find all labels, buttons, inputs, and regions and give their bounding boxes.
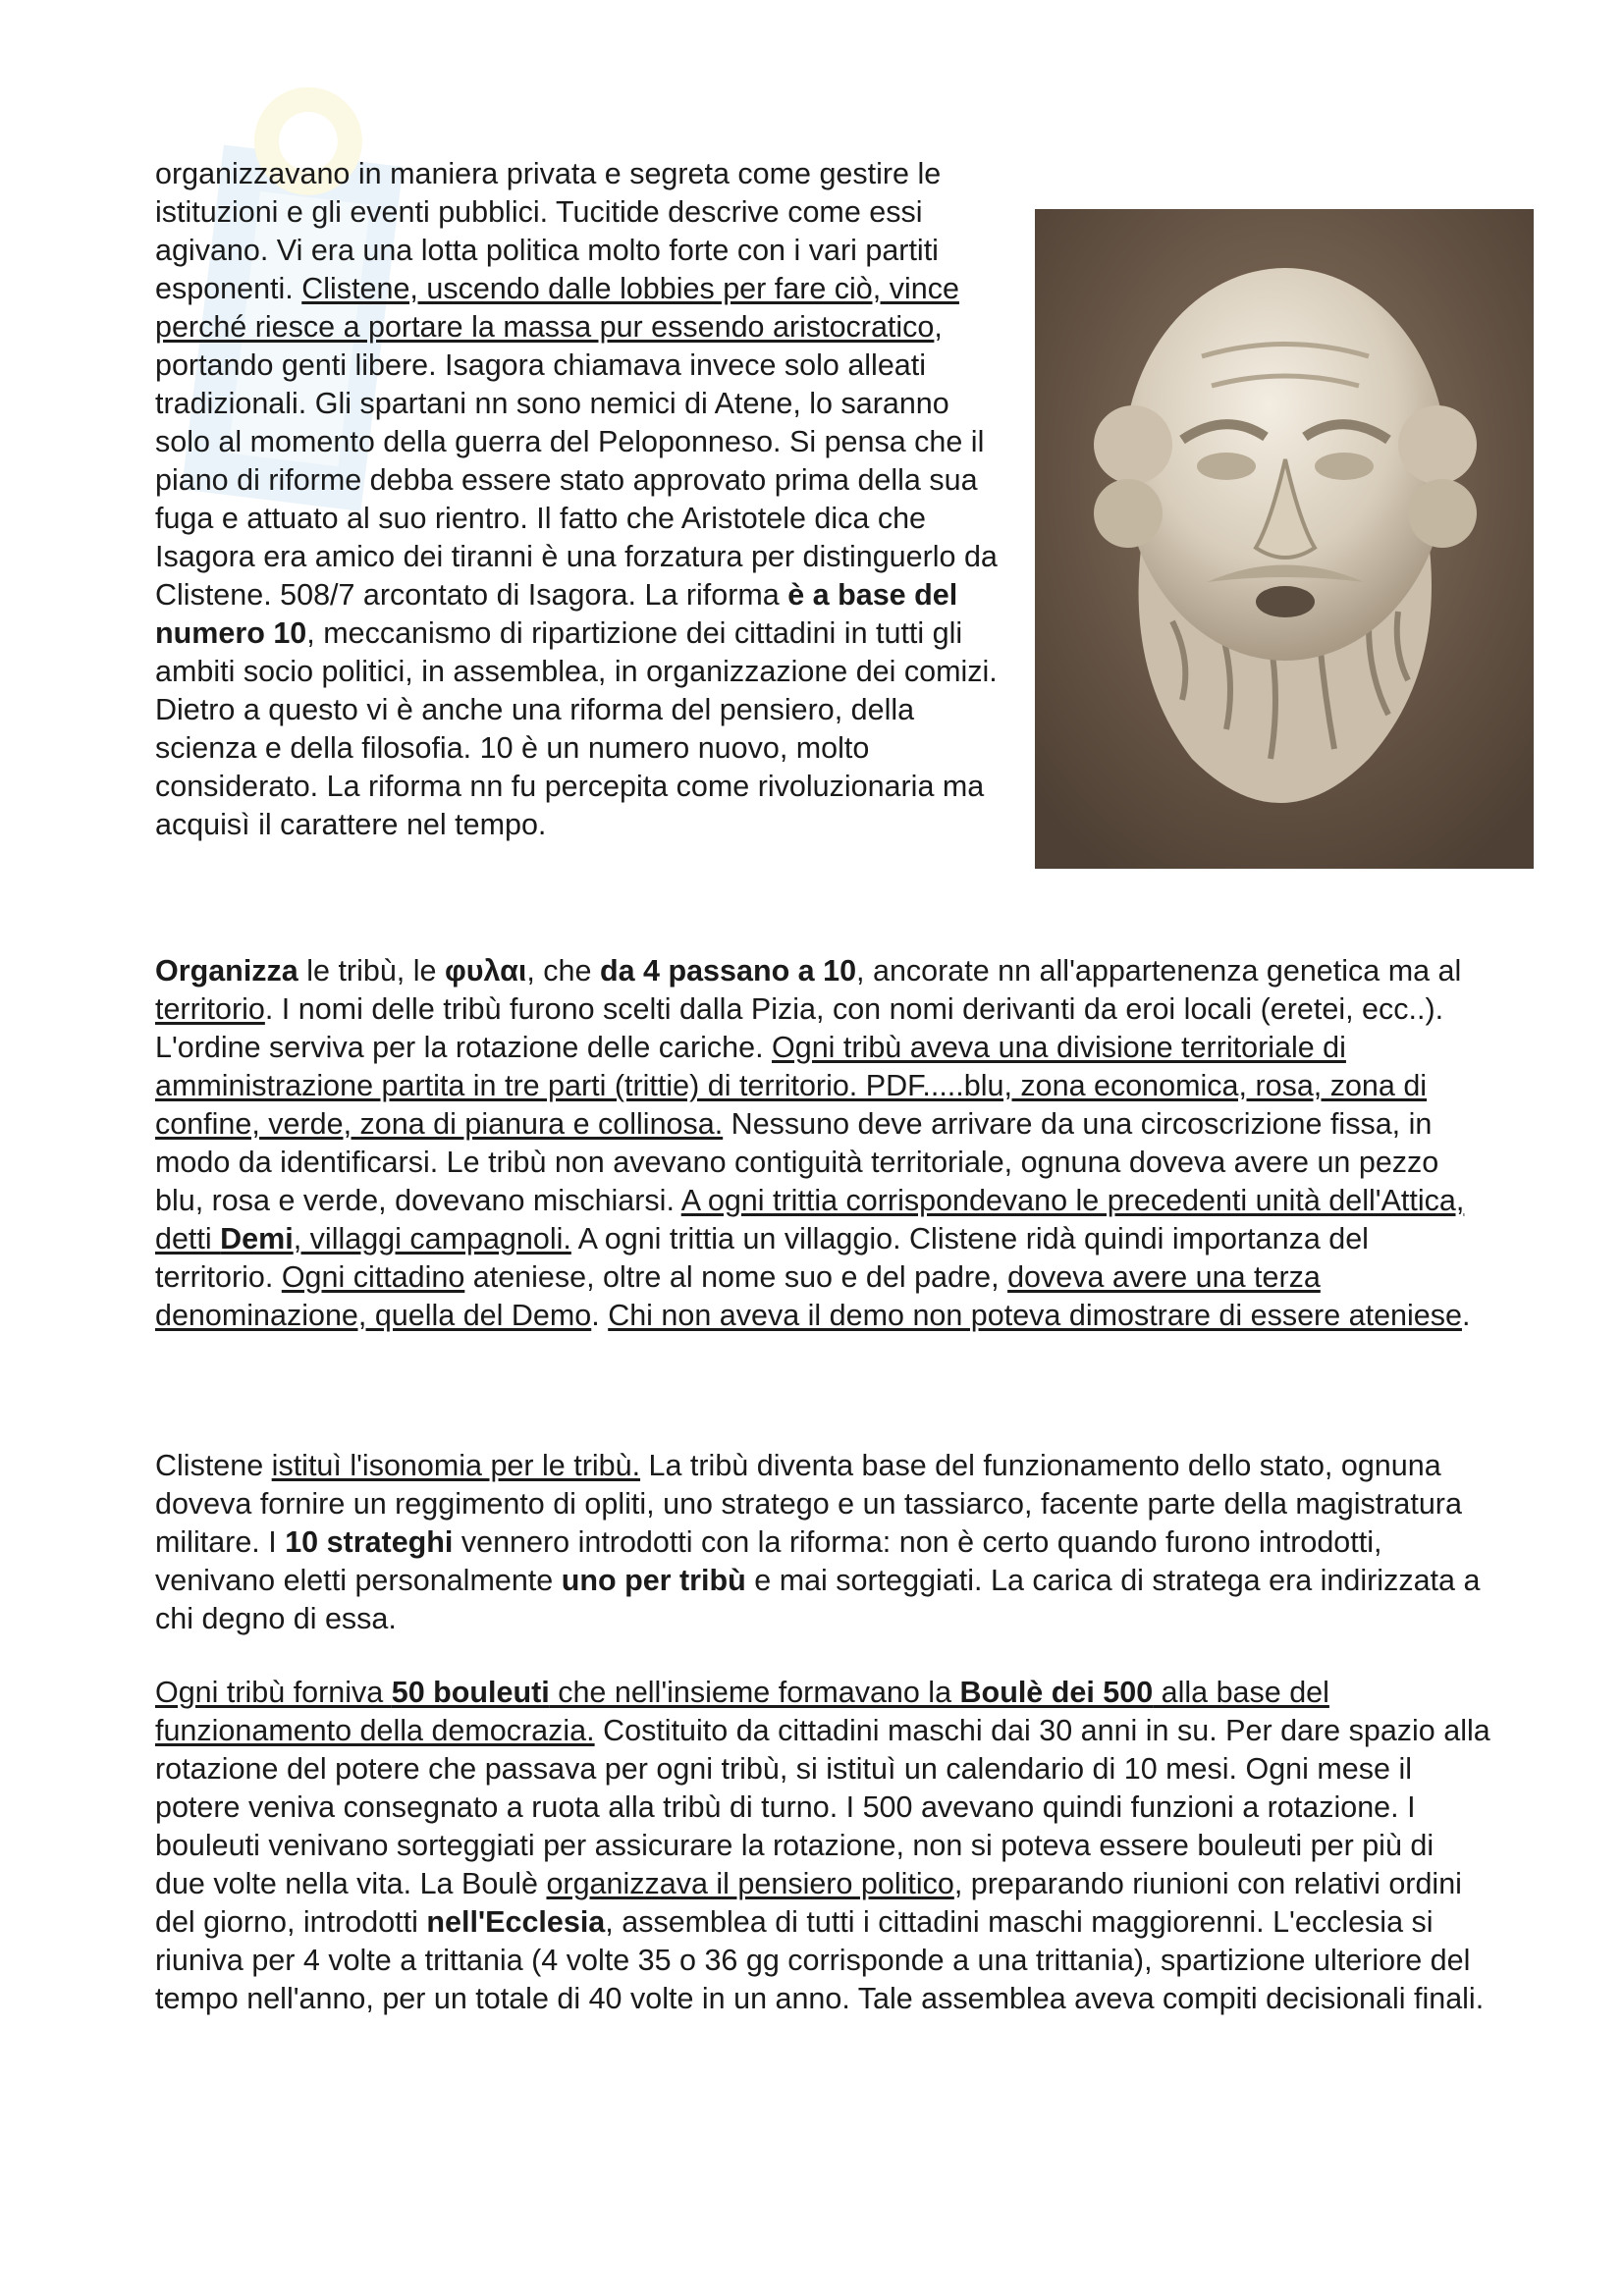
text-run: vennero introdotti con la riforma: non è certo quando furono introdotti, venivano eletti personalmente (155, 1525, 1382, 1597)
text-run: , meccanismo di ripartizione dei cittadini in tutti gli ambiti socio politici, in assemblea, in organizzazione dei comizi. Dietro a questo vi è anche una riforma del pensiero, della scienza e della filosofia. 10 è un numero nuovo, molto considerato. La riforma nn fu percepita come rivoluzionaria ma acquisì il carattere nel tempo. (155, 616, 998, 841)
text-run: , portando genti libere. Isagora chiamava invece solo alleati tradizionali. Gli spartani nn sono nemici di Atene, lo saranno solo al momento della guerra del Peloponneso. Si pensa che il piano di riforme debba essere stato approvato prima della sua fuga e attuato al suo rientro. Il fatto che Aristotele dica che Isagora era amico dei tiranni è una forzatura per distinguerlo da Clistene. 508/7 arcontato di Isagora. La riforma (155, 310, 998, 612)
text-run: alla base del funzionamento della democrazia. (155, 1676, 1329, 1747)
paragraph-isonomia-text (155, 1447, 1490, 1638)
text-run: organizzava il pensiero politico (546, 1867, 954, 1900)
text-run: Ogni tribù forniva (155, 1676, 392, 1709)
text-run: Ogni tribù aveva una divisione territoriale di amministrazione partita in tre parti (trittie) di territorio. PDF.....blu, zona economica, rosa, zona di confine, verde, zona di pianura e collinosa. (155, 1031, 1428, 1141)
text-run: e mai sorteggiati. La carica di stratega era indirizzata a chi degno di essa. (155, 1564, 1481, 1635)
text-run: istituì l'isonomia per le tribù. (271, 1449, 641, 1482)
text-run: è a base del numero 10 (155, 578, 958, 650)
text-run: 50 bouleuti (391, 1676, 550, 1709)
text-run: Costituito da cittadini maschi dai 30 anni in su. Per dare spazio alla rotazione del potere che passava per ogni tribù, si istituì un calendario di 10 mesi. Ogni mese il potere veniva consegnato a ruota alla tribù di turno. I 500 avevano quindi funzioni a rotazione. I bouleuti venivano sorteggiati per assicurare la rotazione, non si poteva essere bouleuti per più di due volte nella vita. La Boulè (155, 1714, 1490, 1900)
text-run: Boulè dei 500 (959, 1676, 1154, 1709)
text-run: territorio (155, 992, 265, 1026)
text-run: organizzavano in maniera privata e segreta come gestire le istituzioni e gli eventi pubblici. Tucitide descrive come essi agivano. Vi era una lotta politica molto forte con i vari partiti esponenti. (155, 157, 942, 305)
paragraph-tribu-text (155, 952, 1490, 1335)
text-run: . (1461, 1299, 1471, 1332)
paragraph-isonomia (155, 1447, 1490, 1638)
paragraph-intro-text (155, 155, 1009, 844)
text-run: ateniese, oltre al nome suo e del padre, (464, 1260, 1008, 1294)
text-run: φυλαι (444, 954, 527, 988)
text-run: uno per tribù (561, 1564, 746, 1597)
text-run: le tribù, le (298, 954, 445, 988)
text-run: 10 strateghi (285, 1525, 454, 1559)
text-run: A ogni trittia corrispondevano le precedenti unità dell'Attica, detti (155, 1184, 1465, 1255)
text-run: che nell'insieme formavano la (549, 1676, 960, 1709)
text-run: da 4 passano a 10 (599, 954, 857, 988)
text-run: doveva avere una terza denominazione, quella del Demo (155, 1260, 1321, 1332)
text-run: , ancorate nn all'appartenenza genetica ma al (856, 954, 1462, 988)
paragraph-boule (155, 1674, 1490, 2018)
text-run: Clistene, uscendo dalle lobbies per fare ciò, vince perché riesce a portare la massa pur essendo aristocratico (155, 272, 959, 344)
text-run: A ogni trittia un villaggio. Clistene ridà quindi importanza del territorio. (155, 1222, 1369, 1294)
paragraph-boule-text (155, 1674, 1490, 2018)
socrates-bust-image (1035, 209, 1534, 869)
text-run: . (591, 1299, 609, 1332)
text-run: , preparando riunioni con relativi ordini del giorno, introdotti (155, 1867, 1462, 1939)
text-run: , villaggi campagnoli. (293, 1222, 571, 1255)
text-run: Ogni cittadino (281, 1260, 465, 1294)
text-run: , che (526, 954, 600, 988)
paragraph-intro (155, 155, 1009, 844)
text-run: Demi (220, 1222, 294, 1255)
text-run: Clistene (155, 1449, 272, 1482)
paragraph-tribu (155, 952, 1490, 1335)
text-run: nell'Ecclesia (426, 1905, 606, 1939)
text-run: Organizza (155, 954, 298, 988)
text-run: Chi non aveva il demo non poteva dimostrare di essere ateniese (608, 1299, 1462, 1332)
text-run: , assemblea di tutti i cittadini maschi maggiorenni. L'ecclesia si riuniva per 4 volte a trittania (4 volte 35 o 36 gg corrisponde a una trittania), spartizione ulteriore del tempo nell'anno, per un totale di 40 volte in un anno. Tale assemblea aveva compiti decisionali finali. (155, 1905, 1485, 2015)
text-run: . I nomi delle tribù furono scelti dalla Pizia, con nomi derivanti da eroi locali (eretei, ecc..). L'ordine serviva per la rotazione delle cariche. (155, 992, 1444, 1064)
text-run: Nessuno deve arrivare da una circoscrizione fissa, in modo da identificarsi. Le tribù non avevano contiguità territoriale, ognuna doveva avere un pezzo blu, rosa e verde, dovevano mischiarsi. (155, 1107, 1439, 1217)
text-run: La tribù diventa base del funzionamento dello stato, ognuna doveva fornire un reggimento di opliti, uno stratego e un tassiarco, facente parte della magistratura militare. I (155, 1449, 1462, 1559)
